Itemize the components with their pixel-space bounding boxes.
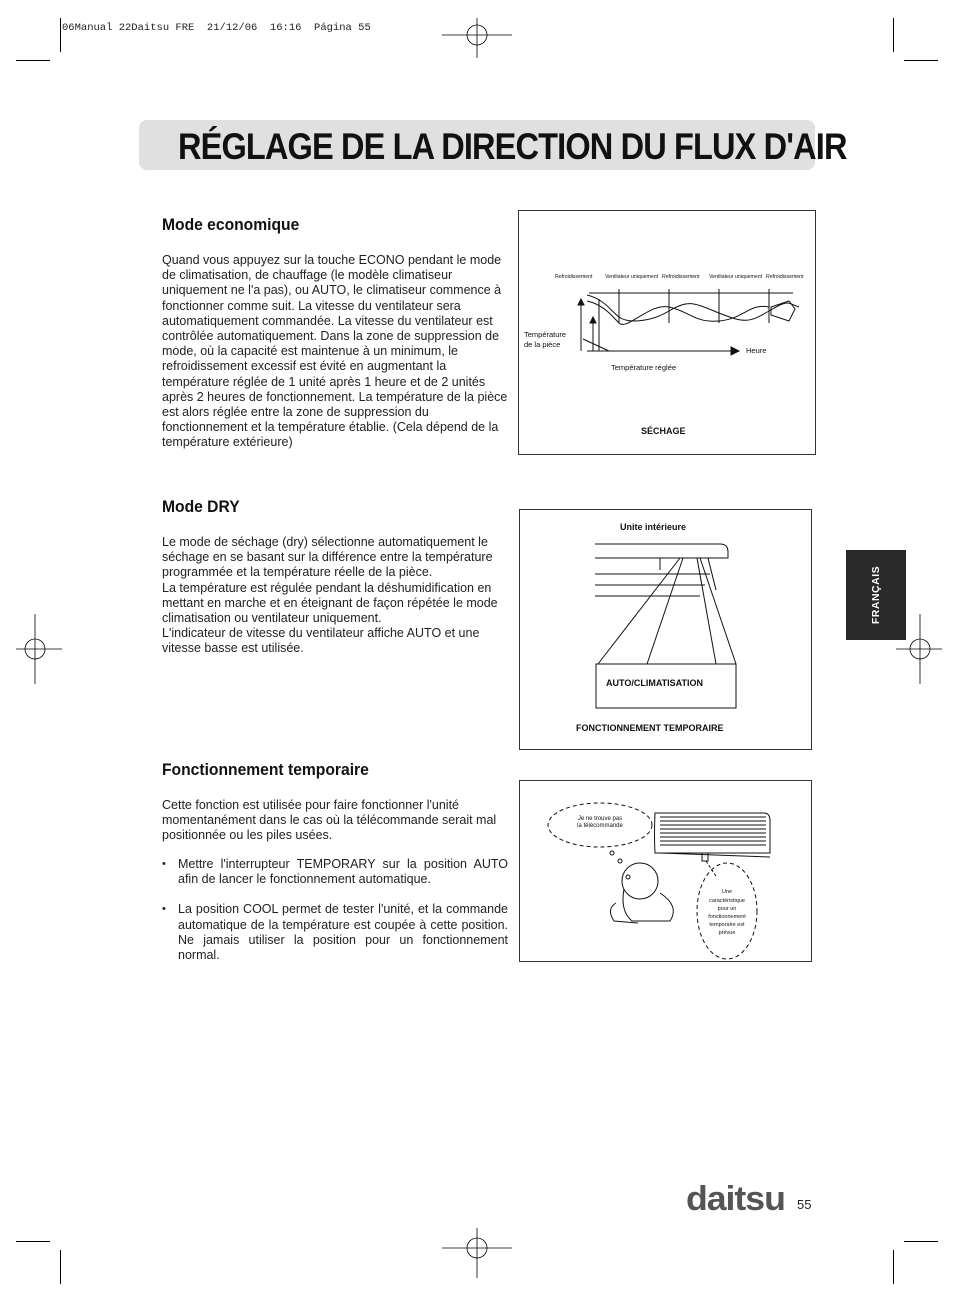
temp-piece-label: Température: [524, 330, 567, 339]
dry-line: La température est régulée pendant la déshumidification en mettant en marche et en éteignant de façon répétée le mode climatisation ou ventilateur uniquement.: [162, 580, 498, 626]
phase-label: Refroidissement: [766, 274, 804, 280]
figure-caption: SÉCHAGE: [641, 426, 686, 436]
figure-caption: FONCTIONNEMENT TEMPORAIRE: [576, 723, 724, 733]
phase-label: Refroidissement: [555, 274, 593, 280]
phase-label: Ventilateur uniquement: [605, 274, 659, 280]
page-title: RÉGLAGE DE LA DIRECTION DU FLUX D'AIR: [178, 126, 847, 167]
phase-label: Ventilateur uniquement: [709, 274, 763, 280]
feature-text: caractéristique: [709, 898, 745, 904]
registration-mark-left: [16, 614, 62, 684]
unit-label: Unite intérieure: [620, 522, 687, 532]
figure-sechage: [518, 210, 816, 455]
feature-text: pour un: [717, 906, 737, 912]
section-heading-dry: Mode DRY: [162, 497, 240, 516]
crop-mark: [60, 1250, 61, 1284]
crop-mark: [904, 60, 938, 61]
phase-label: Refroidissement: [662, 274, 700, 280]
feature-text: Une: [721, 889, 733, 895]
feature-text: prévue: [718, 930, 736, 936]
crop-mark: [60, 18, 61, 52]
mode-label: AUTO/CLIMATISATION: [606, 678, 703, 688]
temp-piece-label: de la pièce: [524, 340, 561, 349]
language-tab: [846, 550, 906, 640]
crop-mark: [904, 1241, 938, 1242]
temporaire-bullets: [162, 857, 508, 978]
language-tab-label: FRANÇAIS: [870, 565, 882, 625]
brand-logo: daitsu: [686, 1180, 785, 1218]
heure-label: Heure: [746, 346, 767, 355]
page-number: 55: [797, 1197, 812, 1212]
figure-fonctionnement-temporaire: [519, 509, 812, 750]
bullet-item: • Mettre l'interrupteur TEMPORARY sur la position AUTO afin de lancer le fonctionnement automatique.: [162, 857, 508, 887]
bubble-text: la télécommande: [577, 823, 623, 829]
registration-mark-top: [442, 18, 512, 58]
figure-remote-missing: [519, 780, 812, 962]
crop-mark: [16, 60, 50, 61]
bullet-item: • La position COOL permet de tester l'unité, et la commande automatique de la température est coupée à cette position. Ne jamais utiliser la position pour un fonctionnement normal.: [162, 902, 508, 963]
crop-mark: [893, 18, 894, 52]
section-heading-temporaire: Fonctionnement temporaire: [162, 760, 369, 779]
section-heading-economique: Mode economique: [162, 215, 300, 234]
temp-reglee-label: Température réglée: [611, 363, 677, 372]
dry-line: Le mode de séchage (dry) sélectionne automatiquement le séchage en se basant sur la différence entre la température programmée et la température réelle de la pièce.: [162, 535, 493, 580]
feature-text: fonctionnement: [708, 914, 746, 920]
economique-paragraph: Quand vous appuyez sur la touche ECONO pendant le mode de climatisation, de chauffage (le modèle climatiseur uniquement ne l'a pas), ou AUTO, le climatiseur commence à fonctionner comme suit. La vitesse du ventilateur sera automatiquement commandée. La vitesse du ventilateur est contrôlée automatiquement. Dans la zone de suppression de mode, où la capacité est maintenue à un minimum, le refroidissement excessif est évité en augmentant la température réglée de 1 unité après 1 heure et de 2 unités après 2 heures de fonctionnement. La température de la pièce est alors réglée entre la zone de suppression du fonctionnement et la température établie. (Cela dépend de la température extérieure): [162, 253, 508, 450]
registration-mark-bottom: [442, 1228, 512, 1278]
crop-mark: [16, 1241, 50, 1242]
crop-mark: [893, 1250, 894, 1284]
dry-paragraph: [162, 535, 512, 657]
temporaire-paragraph: Cette fonction est utilisée pour faire fonctionner l'unité momentanément dans le cas où la télécommande serait mal positionnée ou les piles usées.: [162, 798, 497, 843]
bubble-text: Je ne trouve pas: [577, 816, 623, 822]
dry-line: L'indicateur de vitesse du ventilateur affiche AUTO et une vitesse basse est utilisée.: [162, 626, 480, 656]
feature-text: temporaire est: [709, 922, 745, 928]
print-header: 06Manual 22Daitsu FRE 21/12/06 16:16 Página 55: [62, 22, 371, 34]
